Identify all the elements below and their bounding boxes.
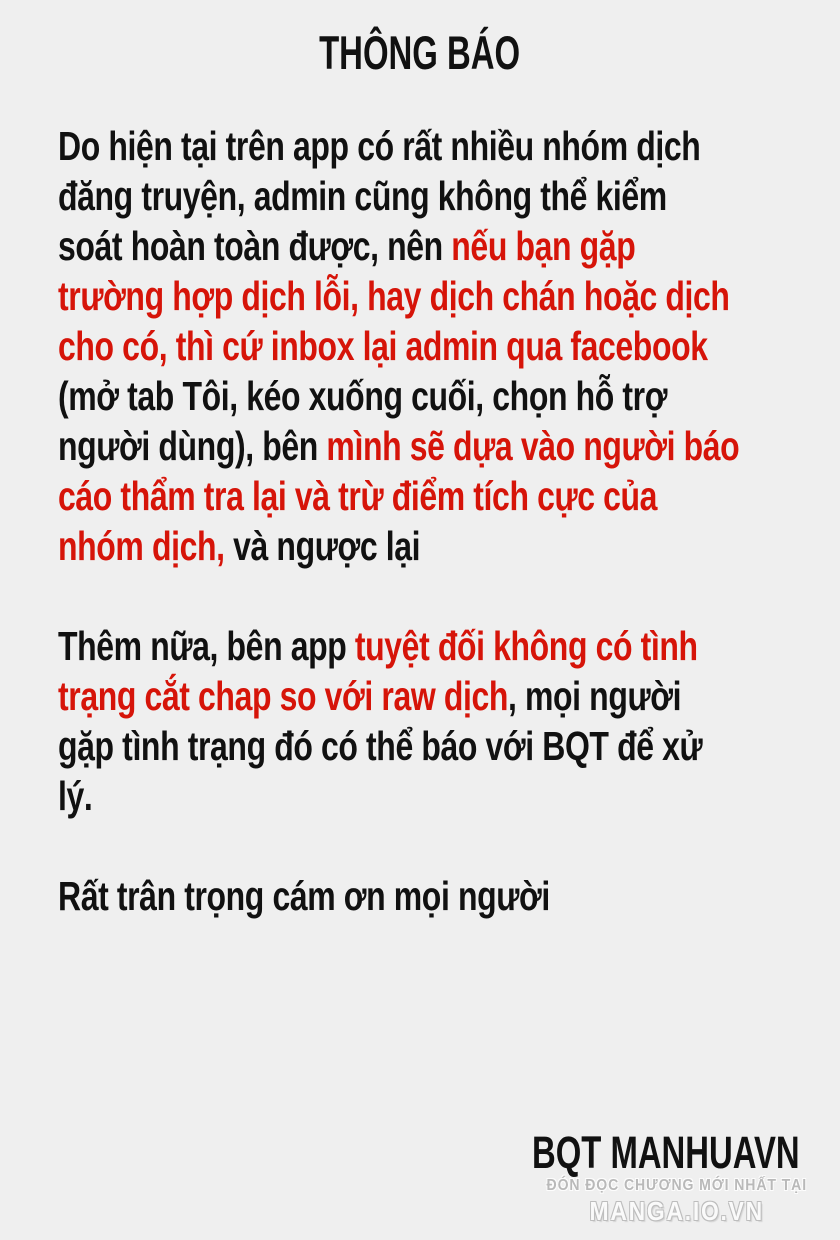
body-line <box>58 371 668 421</box>
body-line <box>58 471 658 521</box>
paragraph <box>58 621 818 821</box>
body-line <box>58 671 682 721</box>
text-segment: người dùng), bên <box>58 423 327 469</box>
body-line <box>58 271 730 321</box>
text-segment: gặp tình trạng đó có thể báo với BQT để xử <box>58 723 703 769</box>
watermark <box>547 1176 807 1226</box>
text-segment: mình sẽ dựa vào người báo <box>326 423 740 469</box>
body-line <box>58 771 651 821</box>
notice-body <box>58 121 818 921</box>
body-line <box>58 871 651 921</box>
text-segment: tuyệt đối không có tình <box>354 623 698 669</box>
text-segment: Thêm nữa, bên app <box>58 623 355 669</box>
text-segment: nếu bạn gặp <box>451 223 636 269</box>
paragraph <box>58 871 818 921</box>
body-line <box>58 121 701 171</box>
text-segment: cáo thẩm tra lại và trừ điểm tích cực của <box>58 473 658 519</box>
text-segment: soát hoàn toàn được, nên <box>58 223 452 269</box>
body-line <box>58 621 698 671</box>
watermark-site-name: MANGA.IO.VN <box>589 1196 764 1226</box>
body-line <box>58 221 651 271</box>
body-line <box>58 421 740 471</box>
body-line <box>58 521 651 571</box>
text-segment: nhóm dịch, <box>58 523 225 569</box>
paragraph <box>58 121 818 571</box>
text-segment: trạng cắt chap so với raw dịch <box>58 673 508 719</box>
text-segment: cho có, thì cứ inbox lại admin qua facebook <box>58 323 708 369</box>
text-segment: đăng truyện, admin cũng không thể kiểm <box>58 173 667 219</box>
body-line <box>58 171 667 221</box>
signature: BQT MANHUAVN <box>532 1127 800 1178</box>
body-line <box>58 321 708 371</box>
text-segment: , mọi người <box>507 673 682 719</box>
body-line <box>58 721 703 771</box>
text-segment: lý. <box>58 773 93 819</box>
text-segment: và ngược lại <box>224 523 421 569</box>
text-segment: Rất trân trọng cám ơn mọi người <box>58 873 550 919</box>
text-segment: trường hợp dịch lỗi, hay dịch chán hoặc dịch <box>58 273 730 319</box>
text-segment: (mở tab Tôi, kéo xuống cuối, chọn hỗ trợ <box>58 373 668 419</box>
page-title <box>0 26 840 79</box>
page-title-text: THÔNG BÁO <box>319 26 521 79</box>
watermark-tagline: ĐÓN ĐỌC CHƯƠNG MỚI NHẤT TẠI <box>546 1177 807 1194</box>
text-segment: Do hiện tại trên app có rất nhiều nhóm dịch <box>58 123 701 169</box>
